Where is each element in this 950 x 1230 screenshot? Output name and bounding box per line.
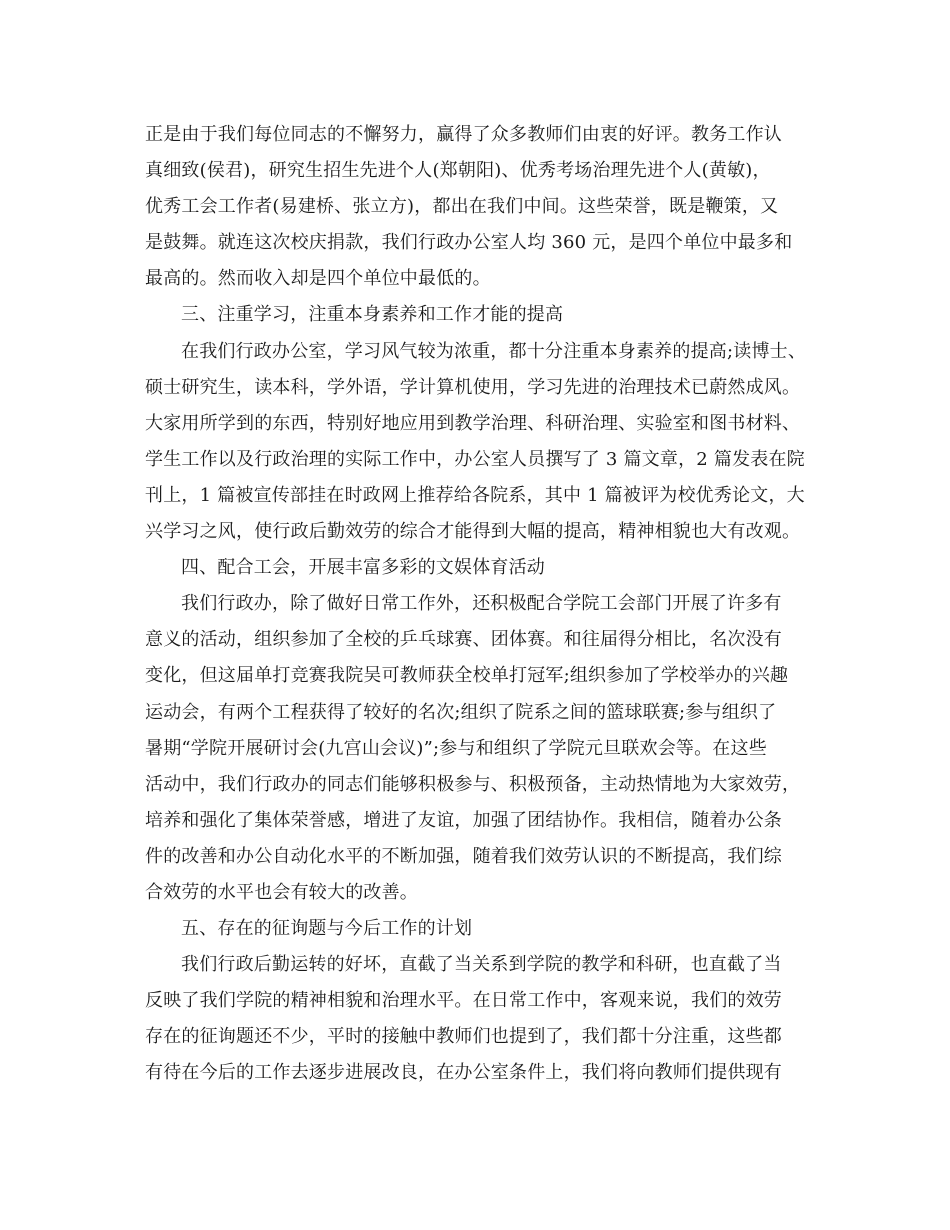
- paragraph: [145, 586, 825, 911]
- text-line: 反映了我们学院的精神相貌和治理水平。在日常工作中，客观来说，我们的效劳: [145, 990, 782, 1012]
- text-line: 运动会，有两个工程获得了较好的名次;组织了院系之间的篮球联赛;参与组织了: [145, 701, 777, 723]
- heading-text: 五、存在的征询题与今后工作的计划: [181, 918, 473, 940]
- text-line: 合效劳的水平也会有较大的改善。: [145, 881, 418, 903]
- text-line: 我们行政办，除了做好日常工作外，还积极配合学院工会部门开展了许多有: [181, 593, 782, 615]
- text-line: 活动中，我们行政办的同志们能够积极参与、积极预备，主动热情地为大家效劳，: [145, 773, 801, 795]
- text-line: 正是由于我们每位同志的不懈努力，赢得了众多教师们由衷的好评。教务工作认: [145, 124, 782, 145]
- text-line: 优秀工会工作者(易建桥、张立方)，都出在我们中间。这些荣誉，既是鞭策，又: [145, 196, 779, 218]
- text-line: 最高的。然而收入却是四个单位中最低的。: [145, 268, 491, 290]
- document-body: [145, 117, 825, 1092]
- text-line: 意义的活动，组织参加了全校的乒乓球赛、团体赛。和往届得分相比，名次没有: [145, 629, 782, 651]
- paragraph: [145, 117, 825, 297]
- text-line: 刊上，1 篇被宣传部挂在时政网上推荐给各院系，其中 1 篇被评为校优秀论文，大: [145, 484, 805, 506]
- text-line: 学生工作以及行政治理的实际工作中，办公室人员撰写了 3 篇文章，2 篇发表在院: [145, 448, 805, 470]
- text-line: 在我们行政办公室，学习风气较为浓重，都十分注重本身素养的提高;读博士、: [181, 340, 807, 362]
- text-line: 我们行政后勤运转的好坏，直截了当关系到学院的教学和科研，也直截了当: [181, 954, 782, 976]
- heading-text: 三、注重学习，注重本身素养和工作才能的提高: [181, 304, 564, 326]
- text-line: 大家用所学到的东西，特别好地应用到教学治理、科研治理、实验室和图书材料、: [145, 412, 801, 434]
- heading-text: 四、配合工会，开展丰富多彩的文娱体育活动: [181, 557, 545, 579]
- text-line: 真细致(侯君)，研究生招生先进个人(郑朝阳)、优秀考场治理先进个人(黄敏)，: [145, 160, 771, 182]
- text-line: 兴学习之风，使行政后勤效劳的综合才能得到大幅的提高，精神相貌也大有改观。: [145, 521, 801, 543]
- paragraph: [145, 334, 825, 551]
- text-line: 硕士研究生，读本科，学外语，学计算机使用，学习先进的治理技术已蔚然成风。: [145, 376, 801, 398]
- text-line: 培养和强化了集体荣誉感，增进了友谊，加强了团结协作。我相信，随着办公条: [145, 809, 782, 831]
- text-line: 件的改善和办公自动化水平的不断加强，随着我们效劳认识的不断提高，我们综: [145, 845, 782, 867]
- text-line: 存在的征询题还不少，平时的接触中教师们也提到了，我们都十分注重，这些都: [145, 1026, 782, 1048]
- section-heading: [145, 911, 825, 947]
- text-line: 暑期“学院开展研讨会(九宫山会议)”;参与和组织了学院元旦联欢会等。在这些: [145, 737, 767, 759]
- text-line: 是鼓舞。就连这次校庆捐款，我们行政办公室人均 360 元，是四个单位中最多和: [145, 232, 793, 254]
- paragraph: [145, 947, 825, 1091]
- text-line: 变化，但这届单打竞赛我院吴可教师获全校单打冠军;组织参加了学校举办的兴趣: [145, 665, 789, 687]
- section-heading: [145, 297, 825, 333]
- text-line: 有待在今后的工作去逐步进展改良，在办公室条件上，我们将向教师们提供现有: [145, 1062, 782, 1084]
- section-heading: [145, 550, 825, 586]
